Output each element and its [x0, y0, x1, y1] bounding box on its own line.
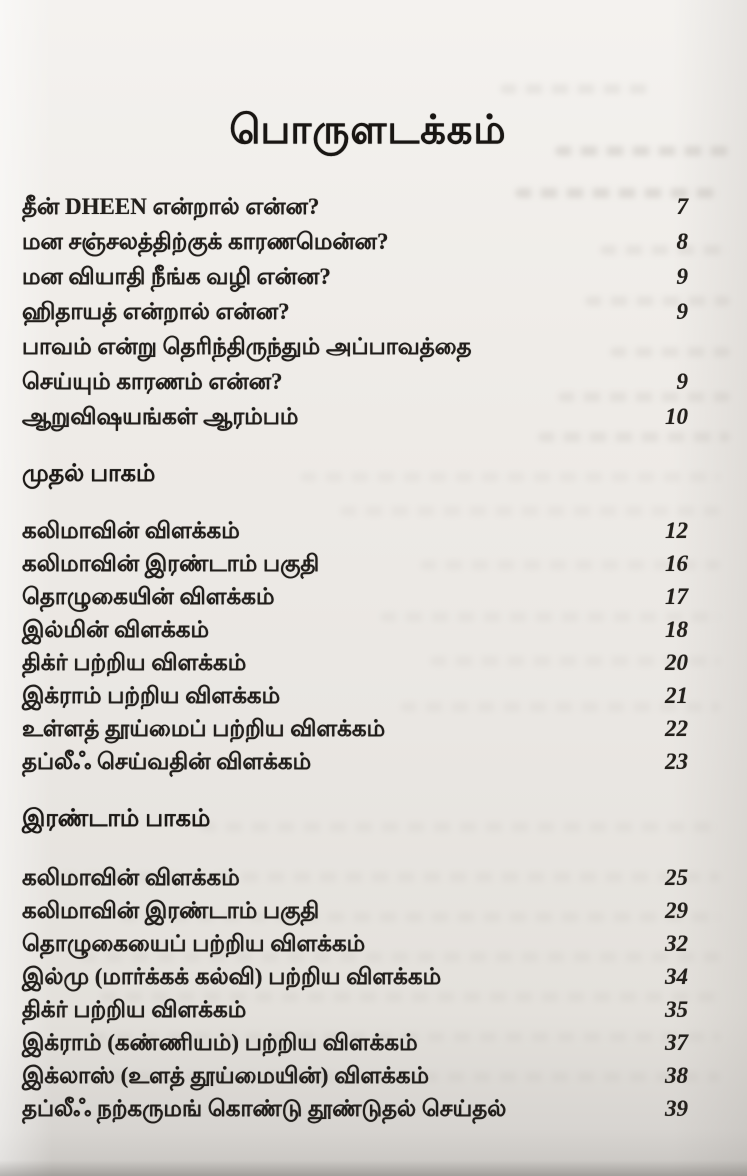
toc-entry-title: தொழுகையின் விளக்கம் — [22, 584, 275, 609]
section-heading-part2: இரண்டாம் பாகம் — [22, 806, 211, 832]
toc-entry-title: செய்யும் காரணம் என்ன? — [22, 369, 283, 394]
toc-entry-page: 12 — [665, 518, 688, 543]
toc-entry-title: இக்ராம் பற்றிய விளக்கம் — [22, 683, 281, 708]
toc-entry-page: 21 — [665, 683, 688, 708]
toc-entry — [22, 865, 714, 898]
toc-entry-title: கலிமாவின் விளக்கம் — [22, 865, 240, 890]
toc-entry-page: 29 — [665, 898, 688, 923]
toc-entry — [22, 404, 714, 439]
toc-entry-page: 10 — [665, 404, 688, 429]
toc-entry-title: தொழுகையைப் பற்றிய விளக்கம் — [22, 931, 366, 956]
toc-entry — [22, 194, 714, 229]
toc-entry-title: தீன் DHEEN என்றால் என்ன? — [22, 194, 320, 219]
toc-entry-page: 17 — [665, 584, 688, 609]
toc-entry — [22, 1030, 714, 1063]
toc-entry — [22, 650, 714, 683]
toc-entry-page: 20 — [665, 650, 688, 675]
toc-entry-wrapped-line2 — [22, 369, 714, 404]
toc-entry — [22, 683, 714, 716]
toc-entry-title: மன வியாதி நீங்க வழி என்ன? — [22, 264, 331, 289]
toc-entry-title: கலிமாவின் விளக்கம் — [22, 518, 240, 543]
toc-entry — [22, 964, 714, 997]
toc-entry-page: 37 — [665, 1030, 688, 1055]
toc-entry-title: உள்ளத் தூய்மைப் பற்றிய விளக்கம் — [22, 716, 386, 741]
section-heading-part1: முதல் பாகம் — [22, 461, 156, 487]
toc-entry-page: 35 — [665, 997, 688, 1022]
toc-entry-title: ஹிதாயத் என்றால் என்ன? — [22, 299, 290, 324]
toc-content — [22, 0, 714, 1129]
toc-entry-page: 9 — [676, 369, 688, 394]
toc-entry — [22, 518, 714, 551]
toc-entry-page: 8 — [676, 229, 688, 254]
toc-entry — [22, 551, 714, 584]
toc-entry — [22, 229, 714, 264]
toc-entry-page: 23 — [665, 749, 688, 774]
toc-entry-title: தப்லீஃ நற்கருமங் கொண்டு தூண்டுதல் செய்தல் — [22, 1096, 507, 1121]
toc-entry — [22, 898, 714, 931]
toc-entry-page: 39 — [665, 1096, 688, 1121]
toc-entry-page: 7 — [676, 194, 688, 219]
toc-entry-title: இல்மின் விளக்கம் — [22, 617, 210, 642]
toc-entry-wrapped-line1 — [22, 334, 714, 369]
toc-entry — [22, 931, 714, 964]
toc-entry — [22, 264, 714, 299]
toc-intro-list — [22, 194, 714, 439]
toc-part2-list — [22, 865, 714, 1129]
toc-entry-page: 25 — [665, 865, 688, 890]
toc-entry-title: ஆறுவிஷயங்கள் ஆரம்பம் — [22, 404, 299, 429]
toc-entry-page: 16 — [665, 551, 688, 576]
toc-entry — [22, 584, 714, 617]
toc-entry-title: இக்ராம் (கண்ணியம்) பற்றிய விளக்கம் — [22, 1030, 418, 1055]
scan-shadow — [0, 1160, 747, 1176]
toc-entry — [22, 299, 714, 334]
toc-entry-page: 34 — [665, 964, 688, 989]
toc-entry-title: கலிமாவின் இரண்டாம் பகுதி — [22, 551, 320, 576]
toc-entry — [22, 617, 714, 650]
toc-entry — [22, 716, 714, 749]
toc-entry-page: 9 — [676, 264, 688, 289]
toc-part1-list — [22, 518, 714, 782]
toc-entry-page: 32 — [665, 931, 688, 956]
toc-entry-title: மன சஞ்சலத்திற்குக் காரணமென்ன? — [22, 229, 389, 254]
toc-entry — [22, 997, 714, 1030]
toc-entry — [22, 1063, 714, 1096]
toc-entry-page: 22 — [665, 716, 688, 741]
toc-entry-title: இக்லாஸ் (உளத் தூய்மையின்) விளக்கம் — [22, 1063, 430, 1088]
toc-entry-title: இல்மு (மார்க்கக் கல்வி) பற்றிய விளக்கம் — [22, 964, 442, 989]
toc-entry — [22, 1096, 714, 1129]
toc-entry-title: தப்லீஃ செய்வதின் விளக்கம் — [22, 749, 312, 774]
toc-entry-title: திக்ர் பற்றிய விளக்கம் — [22, 650, 247, 675]
toc-entry — [22, 749, 714, 782]
toc-entry-title: கலிமாவின் இரண்டாம் பகுதி — [22, 898, 320, 923]
page-title: பொருளடக்கம் — [229, 107, 507, 152]
toc-entry-title: திக்ர் பற்றிய விளக்கம் — [22, 997, 247, 1022]
toc-entry-page: 18 — [665, 617, 688, 642]
toc-entry-title: பாவம் என்று தெரிந்திருந்தும் அப்பாவத்தை — [22, 334, 472, 359]
toc-entry-page: 38 — [665, 1063, 688, 1088]
toc-entry-page: 9 — [676, 299, 688, 324]
